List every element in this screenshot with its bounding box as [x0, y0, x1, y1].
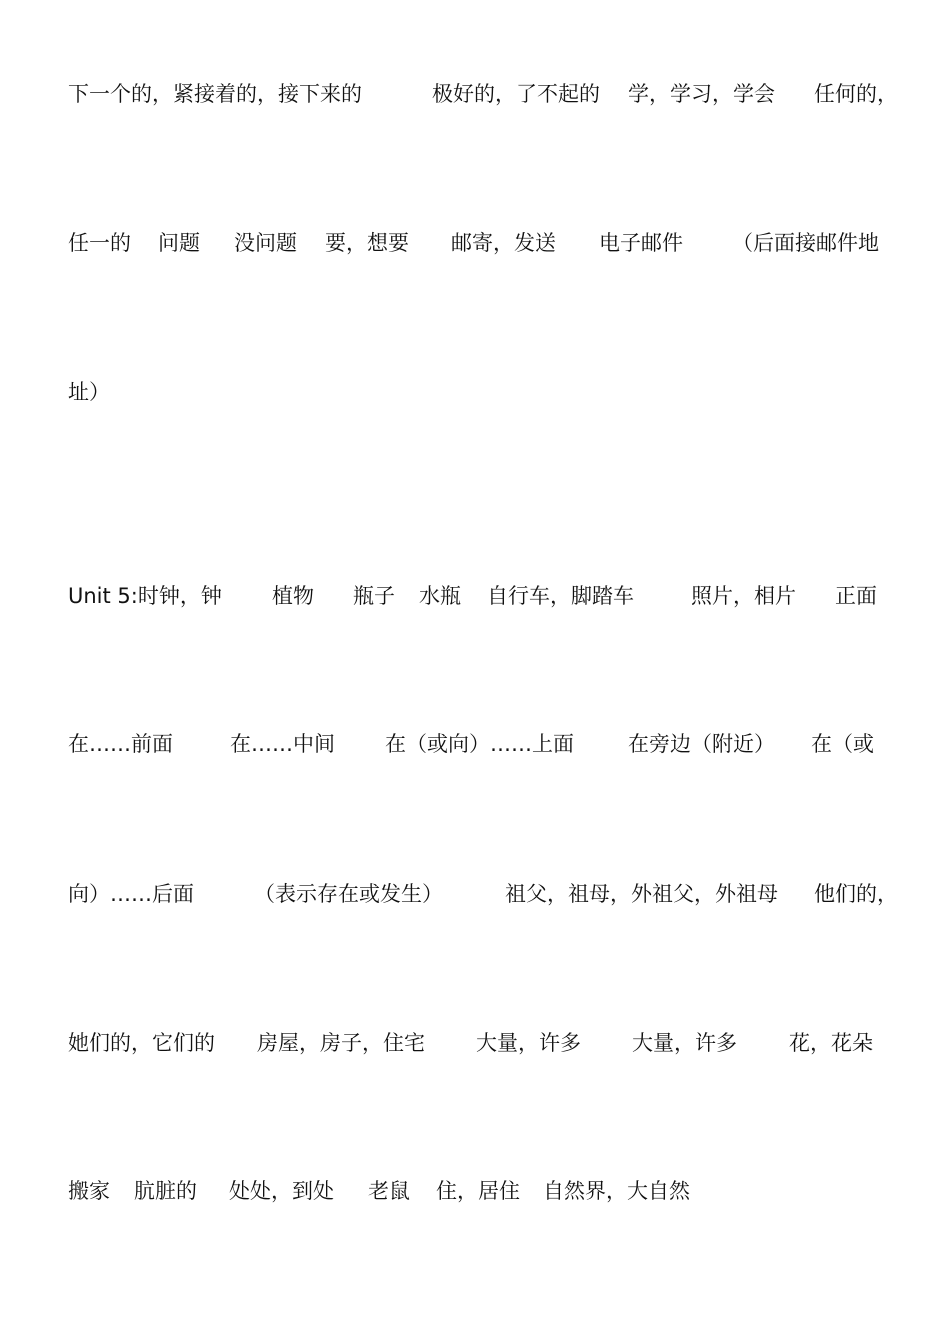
text-segment: 他们的， [814, 882, 898, 906]
text-segment: 在（或 [811, 732, 874, 756]
text-segment: 正面 [835, 584, 877, 608]
text-segment: 她们的，它们的 [68, 1031, 215, 1055]
text-segment: 老鼠 [368, 1179, 410, 1203]
text-segment: 学，学习，学会 [628, 82, 775, 106]
text-segment: 祖父，祖母，外祖父，外祖母 [505, 882, 778, 906]
text-segment: 任一的 [68, 231, 131, 255]
text-segment: Unit 5:时钟，钟 [68, 584, 222, 608]
text-segment: 植物 [272, 584, 314, 608]
text-segment: 房屋，房子，住宅 [257, 1031, 425, 1055]
text-segment: 处处，到处 [229, 1179, 334, 1203]
text-segment: 极好的，了不起的 [432, 82, 600, 106]
text-segment: （后面接邮件地 [732, 231, 879, 255]
text-segment: 在……中间 [230, 732, 335, 756]
text-segment: 自行车，脚踏车 [487, 584, 634, 608]
text-segment: 搬家 [68, 1179, 110, 1203]
text-line-5 [68, 729, 898, 759]
text-segment: 邮寄，发送 [451, 231, 556, 255]
text-segment: 水瓶 [419, 584, 461, 608]
text-segment: 肮脏的 [134, 1179, 197, 1203]
text-segment: 在（或向）……上面 [385, 732, 574, 756]
text-segment: 电子邮件 [599, 231, 683, 255]
text-segment: 大量，许多 [632, 1031, 737, 1055]
text-segment: 址） [68, 380, 110, 404]
text-line-8 [68, 1176, 898, 1206]
text-line-7 [68, 1028, 898, 1058]
text-segment: 向）……后面 [68, 882, 194, 906]
text-segment: 在……前面 [68, 732, 173, 756]
text-segment: 自然界，大自然 [543, 1179, 690, 1203]
text-segment: 花，花朵 [789, 1031, 873, 1055]
text-segment: 要，想要 [325, 231, 409, 255]
text-line-1 [68, 79, 898, 109]
text-segment: 照片，相片 [691, 584, 796, 608]
text-segment: 大量，许多 [476, 1031, 581, 1055]
text-segment: （表示存在或发生） [254, 882, 443, 906]
text-line-2 [68, 228, 898, 258]
text-line-3 [68, 377, 898, 407]
text-line-6 [68, 879, 898, 909]
text-segment: 在旁边（附近） [628, 732, 775, 756]
text-segment: 任何的， [814, 82, 898, 106]
text-segment: 问题 [158, 231, 200, 255]
text-segment: 住，居住 [436, 1179, 520, 1203]
text-line-4 [68, 581, 898, 611]
text-segment: 下一个的，紧接着的，接下来的 [68, 82, 362, 106]
text-segment: 没问题 [234, 231, 297, 255]
text-segment: 瓶子 [353, 584, 395, 608]
